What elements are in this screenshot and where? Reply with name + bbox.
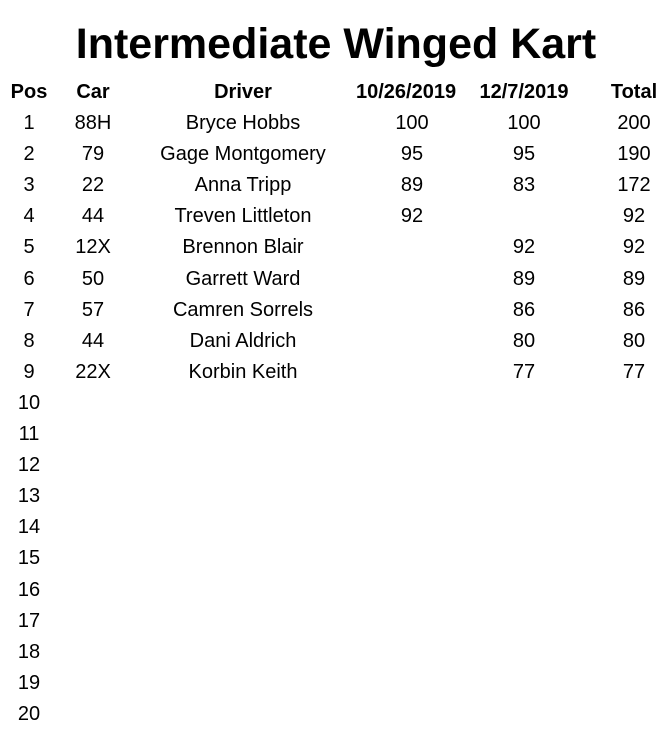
cell-car: 12X (75, 236, 111, 259)
cell-race-2 (468, 543, 580, 574)
cell-total (596, 450, 672, 481)
cell-car (58, 388, 128, 419)
cell-car (58, 637, 128, 668)
cell-driver: Treven Littleton (174, 205, 312, 228)
cell-race-1: 95 (400, 143, 424, 166)
cell-car: 22 (81, 174, 105, 197)
cell-car: 57 (81, 298, 105, 321)
cell-pos: 15 (17, 547, 41, 570)
cell-race-2: 95 (512, 143, 536, 166)
table-row (0, 170, 672, 201)
cell-pos: 6 (23, 267, 35, 290)
cell-pos: 9 (23, 360, 35, 383)
cell-car: 44 (81, 205, 105, 228)
cell-total (596, 419, 672, 450)
cell-race-2 (468, 419, 580, 450)
table-row (0, 139, 672, 170)
cell-race-2: 92 (512, 236, 536, 259)
cell-pos: 4 (23, 205, 35, 228)
cell-race-1 (356, 295, 468, 326)
table-row (0, 450, 672, 481)
cell-race-2: 100 (507, 112, 541, 134)
table-row (0, 637, 672, 668)
cell-race-1 (356, 699, 468, 730)
cell-race-1 (356, 232, 468, 263)
cell-total: 200 (617, 112, 651, 134)
cell-race-2 (468, 201, 580, 232)
table-row (0, 326, 672, 357)
cell-car (58, 419, 128, 450)
cell-driver (128, 419, 358, 450)
cell-pos: 1 (23, 112, 35, 134)
cell-total (596, 606, 672, 637)
cell-pos: 20 (17, 702, 41, 725)
cell-driver (128, 699, 358, 730)
table-row (0, 264, 672, 295)
cell-driver (128, 543, 358, 574)
cell-car: 88H (74, 112, 112, 134)
cell-car (58, 668, 128, 699)
table-row (0, 668, 672, 699)
cell-race-1 (356, 543, 468, 574)
cell-pos: 16 (17, 578, 41, 601)
cell-race-1 (356, 606, 468, 637)
cell-race-2: 80 (512, 329, 536, 352)
cell-total: 86 (622, 298, 646, 321)
cell-race-2: 77 (512, 360, 536, 383)
cell-driver (128, 606, 358, 637)
cell-pos: 17 (17, 609, 41, 632)
cell-car (58, 450, 128, 481)
cell-car (58, 575, 128, 606)
cell-total: 77 (622, 360, 646, 383)
cell-car (58, 699, 128, 730)
cell-driver: Camren Sorrels (172, 298, 314, 321)
cell-race-2 (468, 512, 580, 543)
cell-race-1 (356, 419, 468, 450)
cell-race-1 (356, 512, 468, 543)
cell-driver (128, 668, 358, 699)
cell-total (596, 637, 672, 668)
cell-driver: Dani Aldrich (189, 329, 297, 352)
cell-race-2 (468, 450, 580, 481)
table-row (0, 357, 672, 388)
cell-driver: Korbin Keith (188, 360, 298, 383)
cell-pos: 18 (17, 640, 41, 663)
header-race-1: 10/26/2019 (356, 81, 457, 103)
table-row (0, 543, 672, 574)
cell-race-1: 89 (400, 174, 424, 197)
cell-race-1 (356, 450, 468, 481)
cell-pos: 7 (23, 298, 35, 321)
cell-driver: Bryce Hobbs (185, 112, 301, 134)
cell-car: 50 (81, 267, 105, 290)
cell-driver (128, 388, 358, 419)
table-row (0, 419, 672, 450)
table-row (0, 512, 672, 543)
cell-total: 92 (622, 205, 646, 228)
cell-driver (128, 481, 358, 512)
cell-race-2: 83 (512, 174, 536, 197)
cell-pos: 13 (17, 485, 41, 508)
cell-car (58, 512, 128, 543)
cell-car: 44 (81, 329, 105, 352)
cell-race-1 (356, 668, 468, 699)
cell-driver: Brennon Blair (182, 236, 304, 259)
table-row (0, 481, 672, 512)
cell-total (596, 668, 672, 699)
cell-driver (128, 512, 358, 543)
cell-race-1: 92 (400, 205, 424, 228)
cell-race-2 (468, 388, 580, 419)
table-row (0, 108, 672, 139)
cell-race-1 (356, 481, 468, 512)
cell-car (58, 606, 128, 637)
table-row (0, 699, 672, 730)
cell-driver: Garrett Ward (185, 267, 301, 290)
table-row (0, 575, 672, 606)
cell-pos: 8 (23, 329, 35, 352)
cell-race-1 (356, 326, 468, 357)
cell-race-1 (356, 575, 468, 606)
cell-driver (128, 637, 358, 668)
header-driver: Driver (214, 81, 272, 103)
cell-total: 172 (617, 174, 651, 197)
page-title: Intermediate Winged Kart (75, 20, 597, 68)
cell-pos: 11 (18, 423, 40, 445)
header-car: Car (76, 81, 110, 103)
cell-total (596, 512, 672, 543)
cell-driver: Anna Tripp (194, 174, 292, 197)
cell-total (596, 575, 672, 606)
cell-pos: 12 (17, 454, 41, 477)
table-row (0, 388, 672, 419)
cell-driver (128, 575, 358, 606)
cell-pos: 10 (17, 391, 41, 414)
table-row (0, 201, 672, 232)
table-row (0, 606, 672, 637)
cell-total (596, 699, 672, 730)
cell-race-1 (356, 264, 468, 295)
cell-car: 79 (81, 143, 105, 166)
cell-pos: 19 (17, 671, 41, 694)
cell-driver: Gage Montgomery (160, 143, 326, 166)
cell-pos: 2 (23, 143, 35, 166)
cell-race-2 (468, 668, 580, 699)
table-row (0, 232, 672, 263)
cell-total: 89 (622, 267, 646, 290)
cell-race-2 (468, 575, 580, 606)
cell-car: 22X (75, 360, 111, 383)
cell-total (596, 481, 672, 512)
cell-race-2 (468, 481, 580, 512)
cell-race-2 (468, 637, 580, 668)
cell-race-2 (468, 699, 580, 730)
cell-race-2: 86 (512, 298, 536, 321)
header-pos: Pos (10, 81, 48, 103)
cell-total: 80 (622, 329, 646, 352)
cell-total (596, 543, 672, 574)
header-row (0, 77, 672, 108)
cell-pos: 5 (23, 236, 35, 259)
cell-total: 190 (617, 143, 651, 166)
cell-race-1: 100 (395, 112, 429, 134)
cell-total (596, 388, 672, 419)
header-total: Total (610, 81, 658, 103)
cell-pos: 3 (23, 174, 35, 197)
cell-pos: 14 (17, 516, 41, 539)
cell-car (58, 543, 128, 574)
cell-race-1 (356, 388, 468, 419)
cell-race-1 (356, 637, 468, 668)
header-race-2: 12/7/2019 (479, 81, 569, 103)
cell-race-2 (468, 606, 580, 637)
cell-total: 92 (622, 236, 646, 259)
cell-race-1 (356, 357, 468, 388)
cell-car (58, 481, 128, 512)
cell-race-2: 89 (512, 267, 536, 290)
table-row (0, 295, 672, 326)
cell-driver (128, 450, 358, 481)
